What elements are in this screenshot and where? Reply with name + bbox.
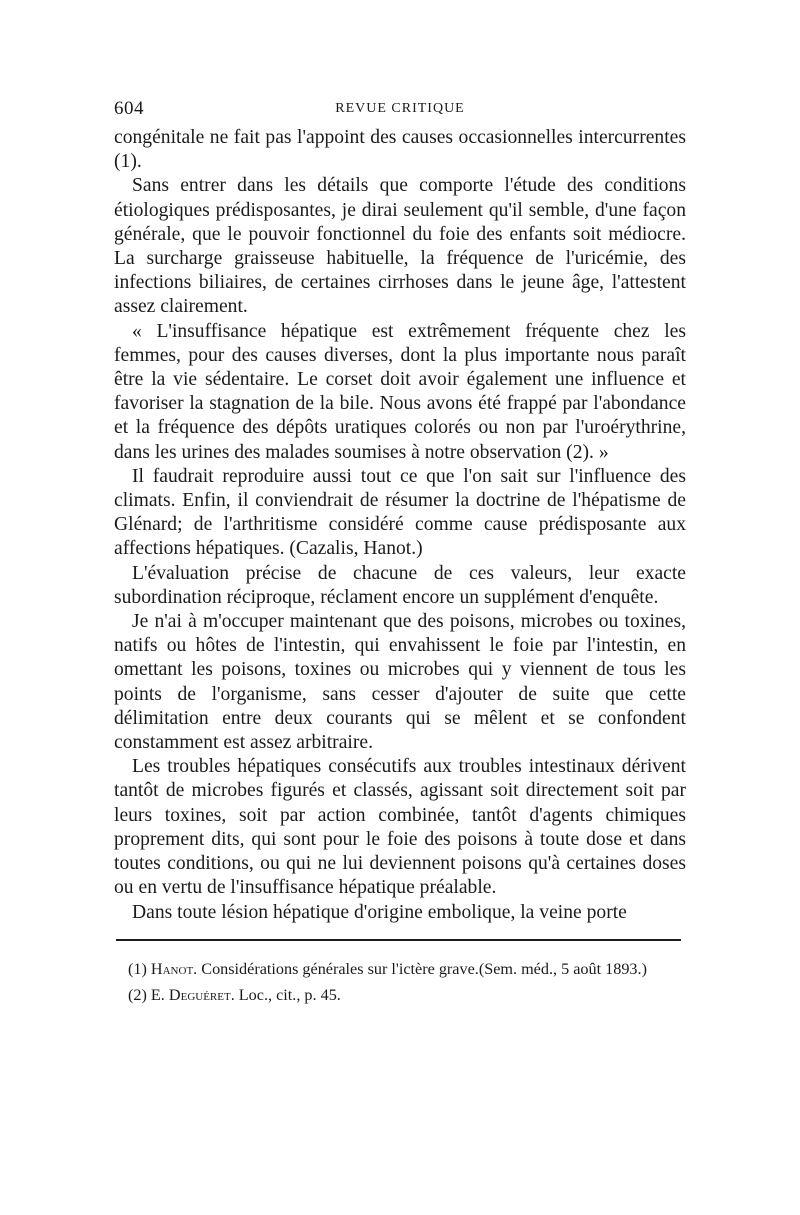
paragraph: Les troubles hépatiques consécutifs aux troubles intestinaux dérivent tantôt de microbes figurés et classés, agissant soit directement soit par leurs toxines, soit par action combinée, tantôt d'agents chimiques proprement dits, qui sont pour le foie des poisons à toute dose et dans toutes conditions, ou qui ne lui deviennent poisons qu'à certaines doses ou en vertu de l'insuffisance hépatique préalable. <box>114 756 686 899</box>
book-page <box>114 98 686 1006</box>
footnote-marker: (1) <box>128 959 147 978</box>
page-header <box>114 98 686 124</box>
footnote-text: . Loc., cit., p. 45. <box>230 985 341 1004</box>
footnote-2 <box>114 984 686 1006</box>
footnote-author: E. Deguéret <box>150 985 231 1004</box>
running-title: REVUE CRITIQUE <box>335 101 465 116</box>
paragraph: « L'insuffisance hépatique est extrêmement fréquente chez les femmes, pour des causes diverses, dont la plus importante nous paraît être la vie sédentaire. Le corset doit avoir également une influence et favoriser la stagnation de la bile. Nous avons été frappé par l'abondance et la fréquence des dépôts uratiques colorés ou non par l'uroérythrine, dans les urines des malades soumises à notre observation (2). » <box>114 320 686 463</box>
body-text <box>114 126 686 925</box>
footnotes <box>114 958 686 1006</box>
page-number: 604 <box>114 98 144 119</box>
footnote-divider <box>116 939 681 941</box>
footnote-marker: (2) <box>128 985 147 1004</box>
paragraph: Je n'ai à m'occuper maintenant que des poisons, microbes ou toxines, natifs ou hôtes de l'intestin, qui envahissent le foie par l'intestin, en omettant les poisons, toxines ou microbes qui y viennent de tous les points de l'organisme, sans cesser d'ajouter de suite que cette délimitation entre deux courants qui se mêlent et se confondent constamment est assez arbitraire. <box>114 611 686 754</box>
footnote-text: . Considérations générales sur l'ictère grave.(Sem. méd., 5 août 1893.) <box>193 959 647 978</box>
footnote-1 <box>114 958 686 980</box>
paragraph: Dans toute lésion hépatique d'origine embolique, la veine porte <box>132 901 627 923</box>
paragraph: congénitale ne fait pas l'appoint des causes occasionnelles intercurrentes (1). <box>114 127 686 173</box>
footnote-author: Hanot <box>150 959 194 978</box>
paragraph: Sans entrer dans les détails que comporte l'étude des conditions étiologiques prédisposantes, je dirai seulement qu'il semble, d'une façon générale, que le pouvoir fonctionnel du foie des enfants soit médiocre. La surcharge graisseuse habituelle, la fréquence de l'uricémie, des infections biliaires, de certaines cirrhoses dans le jeune âge, l'attestent assez clairement. <box>114 175 686 318</box>
paragraph: L'évaluation précise de chacune de ces valeurs, leur exacte subordination réciproque, réclament encore un supplément d'enquête. <box>114 562 686 608</box>
paragraph: Il faudrait reproduire aussi tout ce que l'on sait sur l'influence des climats. Enfin, il conviendrait de résumer la doctrine de l'hépatisme de Glénard; de l'arthritisme considéré comme cause prédisposante aux affections hépatiques. (Cazalis, Hanot.) <box>114 465 686 560</box>
